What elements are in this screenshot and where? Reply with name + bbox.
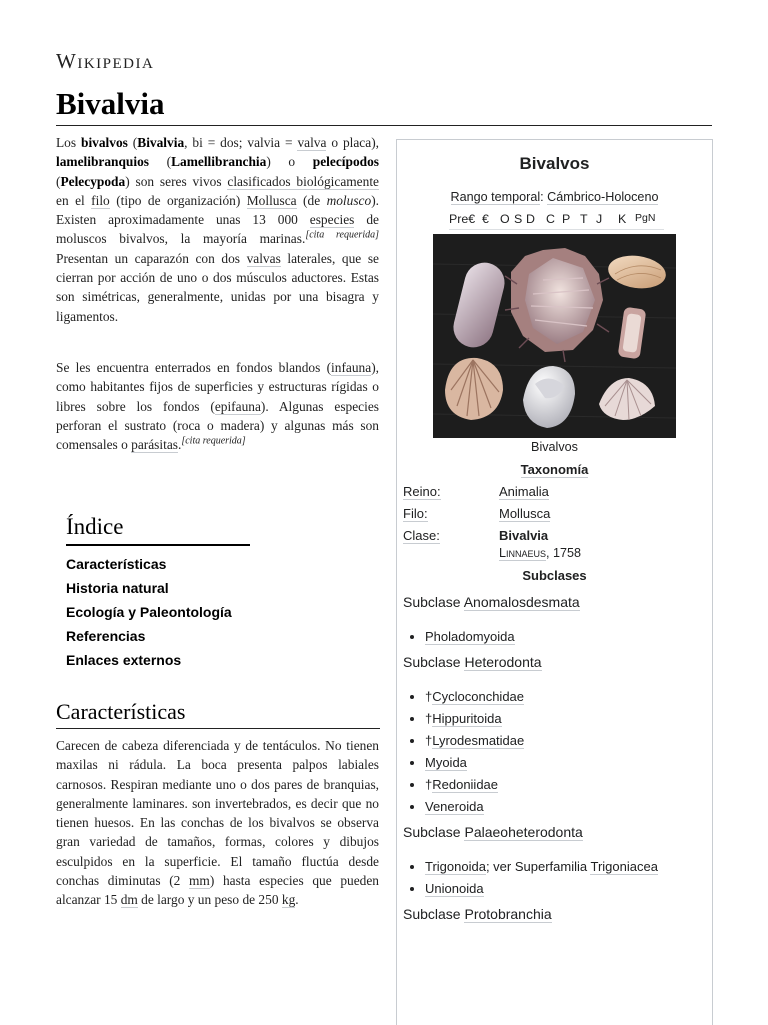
taxo-key-link[interactable]: Filo: <box>403 506 428 521</box>
taxo-key <box>403 506 428 521</box>
subclasses-header: Subclases <box>522 568 587 583</box>
taxo-value-link[interactable]: Animalia <box>499 484 549 499</box>
order-link[interactable]: Hippuritoida <box>432 711 502 726</box>
toc-title: Índice <box>66 514 250 546</box>
order-link[interactable]: Unionoida <box>425 881 484 896</box>
title-divider <box>56 125 712 126</box>
citation-needed[interactable]: [cita requerida] <box>181 435 246 447</box>
subclass-order-list <box>407 856 658 900</box>
inline-link[interactable]: parásitas <box>131 437 178 453</box>
temporal-range-value[interactable]: Cámbrico-Holoceno <box>547 190 659 204</box>
toc-item[interactable]: Ecología y Paleontología <box>66 604 232 620</box>
subclass-heading <box>403 654 542 670</box>
period-link[interactable]: K <box>618 212 627 226</box>
inline-link[interactable]: infauna <box>331 360 372 375</box>
order-link[interactable]: Cycloconchidae <box>432 689 525 704</box>
subclass-prefix: Subclase <box>403 654 465 670</box>
order-list-item <box>425 730 524 752</box>
bivalve-shells-photo <box>433 234 676 438</box>
extinct-dagger: † <box>425 733 433 748</box>
taxo-key-link[interactable]: Reino: <box>403 484 441 499</box>
extinct-dagger: † <box>425 777 433 792</box>
order-list-item <box>425 686 524 708</box>
toc-list <box>66 552 250 672</box>
inline-link[interactable]: valvas <box>246 250 281 266</box>
wikipedia-wordmark[interactable]: Wikipedia <box>56 49 155 73</box>
period-link[interactable]: Pre€ <box>449 212 476 226</box>
extinct-dagger: † <box>425 711 433 726</box>
order-list-item <box>425 878 658 900</box>
authority-year: , 1758 <box>546 546 582 560</box>
period-link[interactable]: J <box>596 212 603 226</box>
inline-link[interactable]: clasificados biológicamente <box>227 173 379 189</box>
inline-link[interactable]: especies <box>309 212 355 228</box>
order-list-item <box>425 626 515 648</box>
taxo-key <box>403 484 441 499</box>
order-list-item <box>425 774 524 796</box>
order-link[interactable]: Veneroida <box>425 799 484 814</box>
order-list-item <box>425 856 658 878</box>
inline-link[interactable]: dm <box>120 892 138 908</box>
taxo-value <box>499 506 550 521</box>
subclass-heading <box>403 906 552 922</box>
inline-link[interactable]: filo <box>91 192 110 208</box>
subclass-heading <box>403 824 583 840</box>
period-link[interactable]: P <box>562 212 571 226</box>
subclass-order-list <box>407 626 515 648</box>
order-note: ; ver Superfamilia <box>485 859 591 874</box>
period-link[interactable]: € <box>482 212 489 226</box>
toc-item[interactable]: Enlaces externos <box>66 652 182 668</box>
taxobox-title: Bivalvos <box>519 154 590 173</box>
temporal-range: Rango temporal: Cámbrico-Holoceno <box>450 190 659 204</box>
taxo-value <box>499 484 549 499</box>
order-list-item <box>425 796 524 818</box>
inline-link[interactable]: Mollusca <box>246 192 297 208</box>
order-link[interactable]: Trigonoida <box>425 859 486 874</box>
inline-link[interactable]: mm <box>189 873 210 889</box>
subclass-heading <box>403 594 580 610</box>
subclass-link[interactable]: Heterodonta <box>464 654 542 670</box>
order-link[interactable]: Pholadomyoida <box>425 629 515 644</box>
period-link[interactable]: PgN <box>635 212 656 224</box>
inline-link[interactable]: kg <box>281 892 296 908</box>
taxo-key <box>403 528 440 543</box>
period-link[interactable]: O <box>500 212 510 226</box>
subclass-prefix: Subclase <box>403 594 464 610</box>
period-link[interactable]: T <box>580 212 588 226</box>
intro-paragraph-2: Se les encuentra enterrados en fondos blandos (infauna), como habitantes fijos de superficies y estructuras rígidas o libres sobre los fondos (epifauna). Algunas especies perforan el sustrato (roca o madera) y algunas más son comensales o parásitas.[cita requerida] <box>56 360 379 453</box>
taxon-authority <box>499 546 581 560</box>
taxonomy-header <box>397 462 712 477</box>
period-link[interactable]: D <box>526 212 535 226</box>
subclass-link[interactable]: Protobranchia <box>464 906 552 922</box>
period-bar-underline <box>449 229 664 230</box>
toc-item[interactable]: Referencias <box>66 628 146 644</box>
taxonomy-link[interactable]: Taxonomía <box>520 462 589 477</box>
intro-paragraph-1: Los bivalvos (Bivalvia, bi = dos; valvia = valva o placa), lamelibranquios (Lamellibranchia) o pelecípodos (Pelecypoda) son seres vivos clasificados biológicamente en el filo (tipo de organización) Mollusca (de molusco). Existen aproximadamente unas 13 000 especies de moluscos bivalvos, la mayoría marinas.[cita requerida] Presentan un caparazón con dos valvas laterales, que se cierran por acción de uno o dos músculos aductores. Estas son simétricas, generalmente, unidas por una bisagra y ligamentos. <box>56 135 380 324</box>
taxobox <box>396 139 713 1025</box>
subclass-order-list <box>407 686 524 818</box>
order-list-item <box>425 752 524 774</box>
authority-link[interactable]: Linnaeus <box>499 546 547 560</box>
citation-needed[interactable]: [cita requerida] <box>305 230 379 242</box>
order-link[interactable]: Redoniidae <box>432 777 499 792</box>
inline-link[interactable]: epifauna <box>214 398 261 414</box>
toc-item[interactable]: Características <box>66 556 167 572</box>
taxo-value-link[interactable]: Mollusca <box>499 506 551 521</box>
temporal-range-label[interactable]: Rango temporal <box>450 190 541 204</box>
section-title-caracteristicas: Características <box>56 699 186 724</box>
order-list-item <box>425 708 524 730</box>
taxo-key-link[interactable]: Clase: <box>403 528 440 543</box>
section-divider <box>56 728 380 729</box>
period-link[interactable]: S <box>514 212 523 226</box>
subclass-link[interactable]: Anomalosdesmata <box>463 594 580 610</box>
toc-item[interactable]: Historia natural <box>66 580 169 596</box>
period-link[interactable]: C <box>546 212 555 226</box>
photo-caption: Bivalvos <box>531 440 578 454</box>
section-paragraph: Carecen de cabeza diferenciada y de tentáculos. No tienen maxilas ni rádula. La boca presenta palpos labiales carnosos. Respiran mediante uno o dos pares de branquias, generalmente laminares. son invertebrados, es decir que no tienen huesos. En las conchas de los bivalvos se observa gran variedad de tamaños, formas, colores y dibujos esculpidos en la superficie. El tamaño fluctúa desde conchas diminutas (2 mm) hasta especies que pueden alcanzar 15 dm de largo y un peso de 250 kg. <box>56 738 379 908</box>
taxo-value: Bivalvia <box>499 528 549 543</box>
order-link[interactable]: Lyrodesmatidae <box>432 733 525 748</box>
extinct-dagger: † <box>425 689 433 704</box>
subclass-prefix: Subclase <box>403 824 465 840</box>
order-link[interactable]: Myoida <box>425 755 467 770</box>
inline-link[interactable]: valva <box>297 135 327 150</box>
table-of-contents <box>66 514 250 672</box>
subclass-link[interactable]: Palaeoheterodonta <box>464 824 583 840</box>
page-title: Bivalvia <box>56 86 165 121</box>
subclass-prefix: Subclase <box>403 906 465 922</box>
superfamily-link[interactable]: Trigoniacea <box>590 859 658 874</box>
shells-illustration <box>433 234 676 438</box>
